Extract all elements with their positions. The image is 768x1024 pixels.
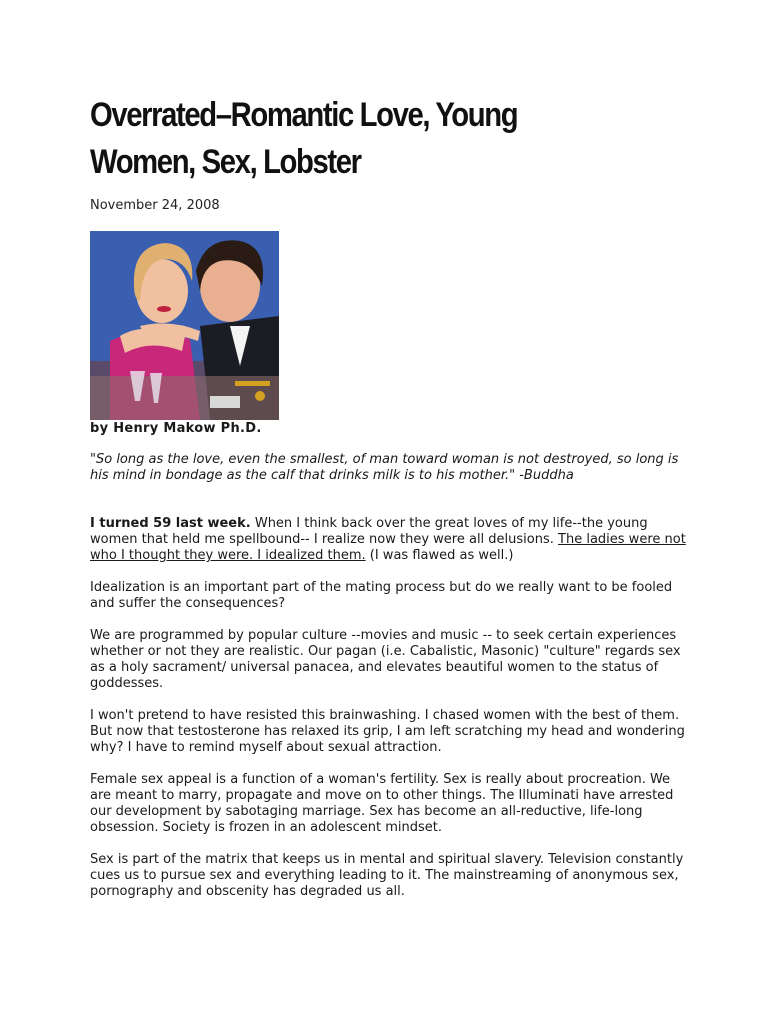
paragraph-1-text: When I think back over the great loves of my life--the young women that held me spellbound-- I realize now they were all delusions. [90,516,648,547]
paragraph-5: Female sex appeal is a function of a woman's fertility. Sex is really about procreation. We are meant to marry, propagate and move on to other things. The Illuminati have arrested our development by sabotaging marriage. Sex has become an all-reductive, life-long obsession. Society is frozen in an adolescent mindset. [90,772,674,835]
paragraph-1-tail: (I was flawed as well.) [365,548,514,563]
paragraph-3: We are programmed by popular culture --movies and music -- to seek certain experiences whether or not they are realistic. Our pagan (i.e. Cabalistic, Masonic) "culture" regards sex as a holy sacrament/ universal panacea, and elevates beautiful women to the status of goddesses. [90,628,681,691]
paragraph-1-lead: I turned 59 last week. [90,516,251,531]
paragraph-4: I won't pretend to have resisted this brainwashing. I chased women with the best of them. But now that testosterone has relaxed its grip, I am left scratching my head and wondering why? I have to remind myself about sexual attraction. [90,708,685,755]
article-body [90,516,690,916]
paragraph-1-underlined: The ladies were not who I thought they were. I idealized them. [90,532,686,563]
article-byline: by Henry Makow Ph.D. [90,421,262,436]
epigraph-quote: "So long as the love, even the smallest, of man toward woman is not destroyed, so long is his mind in bondage as the calf that drinks milk is to his mother." -Buddha [90,452,679,483]
paragraph-2: Idealization is an important part of the mating process but do we really want to be fooled and suffer the consequences? [90,580,673,611]
title-line-2: Women, Sex, Lobster [90,143,361,181]
article-illustration [90,231,279,420]
title-line-1: Overrated–Romantic Love, Young [90,96,518,134]
couple-illustration-image [90,231,279,420]
article-title [90,92,606,186]
paragraph-1 [90,516,690,564]
article-date: November 24, 2008 [90,198,220,213]
paragraph-6: Sex is part of the matrix that keeps us in mental and spiritual slavery. Television constantly cues us to pursue sex and everything leading to it. The mainstreaming of anonymous sex, pornography and obscenity has degraded us all. [90,852,684,899]
